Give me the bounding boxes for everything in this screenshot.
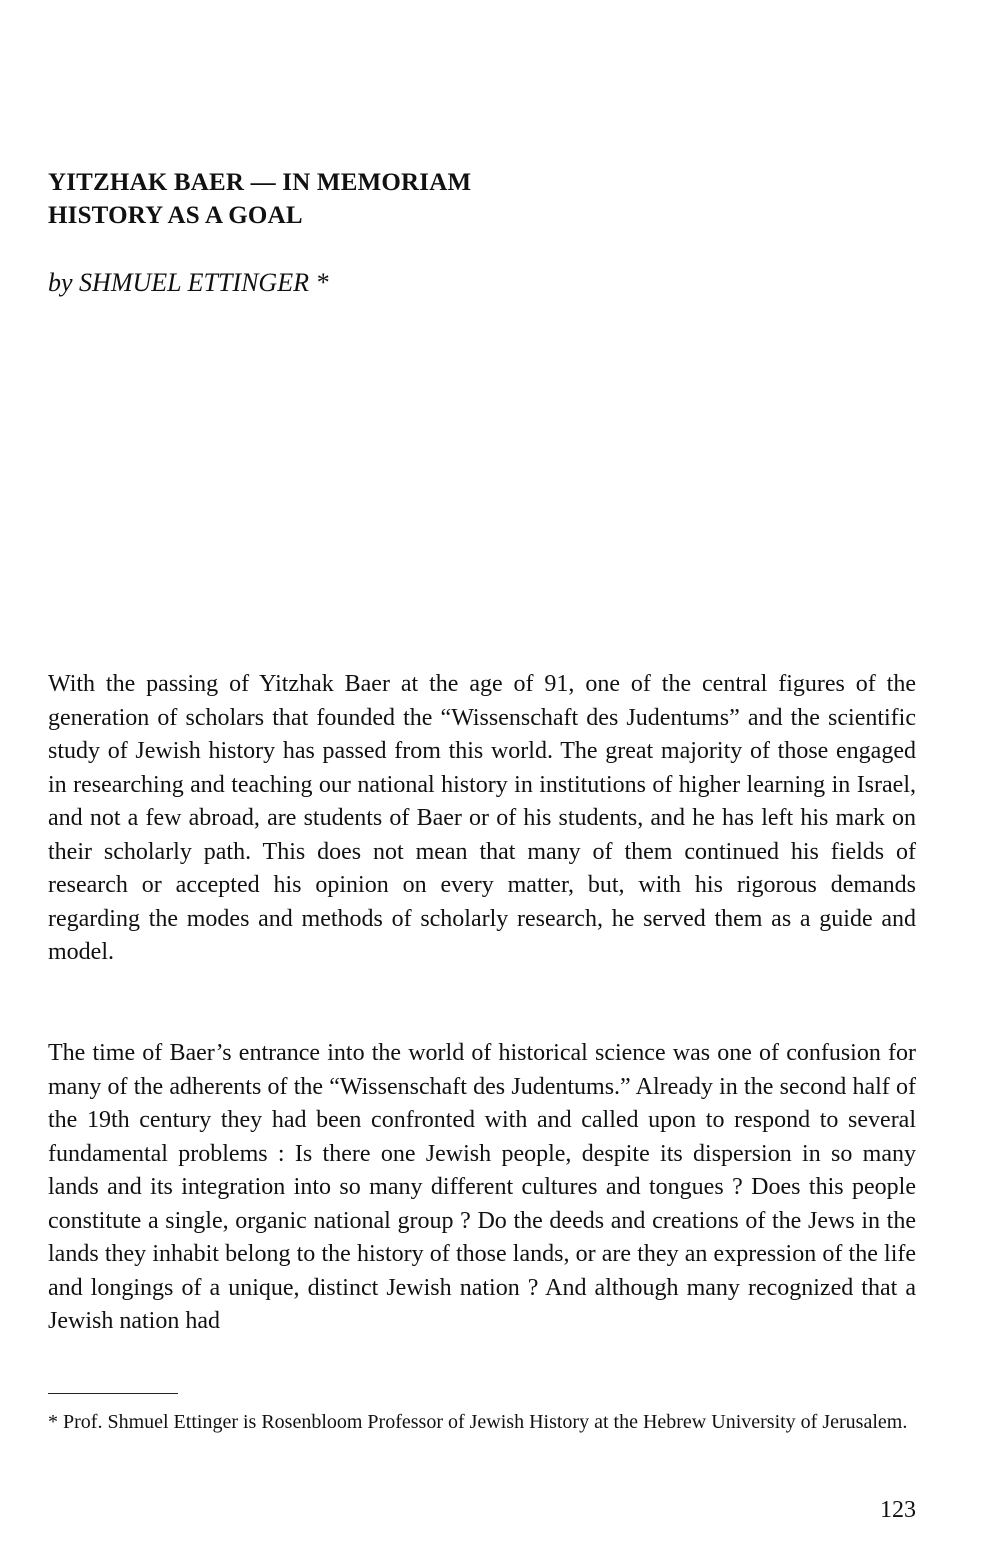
title-line-2: HISTORY AS A GOAL — [48, 202, 303, 229]
title-line-1: YITZHAK BAER — IN MEMORIAM — [48, 169, 472, 196]
author-byline: by SHMUEL ETTINGER * — [48, 268, 329, 297]
article-title — [48, 166, 471, 232]
body-paragraph-1: With the passing of Yitzhak Baer at the age of 91, one of the central figures of the generation of scholars that founded the “Wissenschaft des Judentums” and the scientific study of Jewish history has passed from this world. The great majority of those engaged in researching and teaching our national history in institutions of higher learning in Israel, and not a few abroad, are students of Baer or of his students, and he has left his mark on their scholarly path. This does not mean that many of them continued his fields of research or accepted his opinion on every matter, but, with his rigorous demands regarding the modes and methods of scholarly research, he served them as a guide and model. — [48, 671, 916, 965]
footnote: * Prof. Shmuel Ettinger is Rosenbloom Professor of Jewish History at the Hebrew University of Jerusalem. — [48, 1411, 908, 1433]
footnote-divider — [48, 1393, 178, 1394]
page-number: 123 — [880, 1497, 916, 1523]
body-paragraph-2: The time of Baer’s entrance into the world of historical science was one of confusion for many of the adherents of the “Wissenschaft des Judentums.” Already in the second half of the 19th century they had been confronted with and called upon to respond to several fundamental problems : Is there one Jewish people, despite its dispersion in so many lands and its integration into so many different cultures and tongues ? Does this people constitute a single, organic national group ? Do the deeds and creations of the Jews in the lands they inhabit belong to the history of those lands, or are they an expression of the life and longings of a unique, distinct Jewish nation ? And although many recognized that a Jewish nation had — [48, 1040, 916, 1334]
